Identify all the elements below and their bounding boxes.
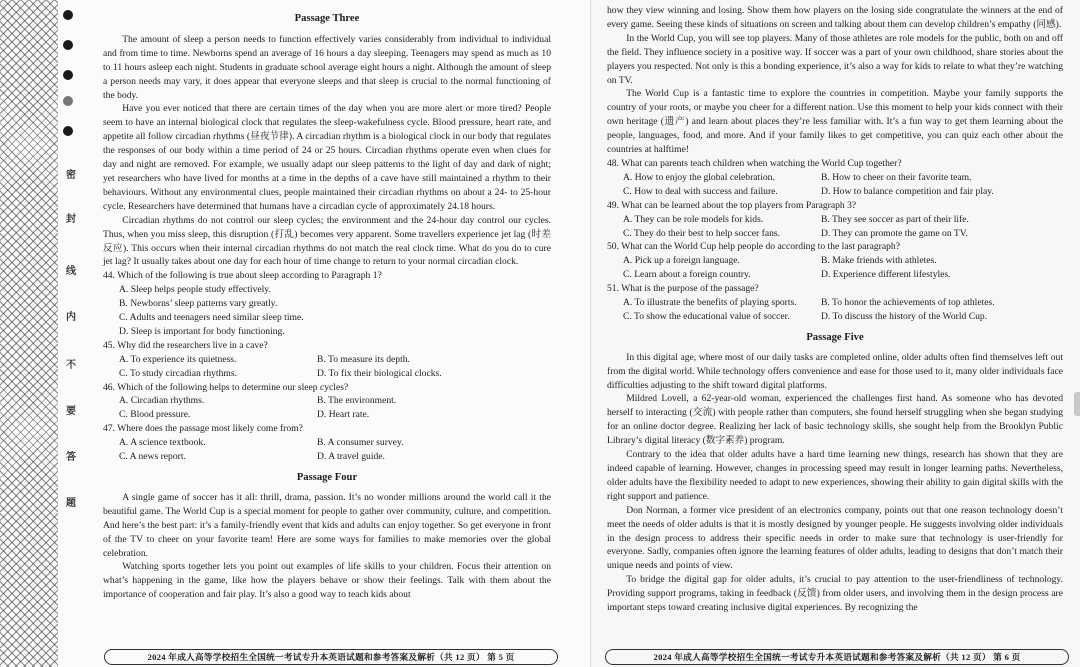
answer-option-row bbox=[103, 450, 551, 464]
answer-option: D. They can promote the game on TV. bbox=[821, 227, 968, 239]
answer-option: C. To show the educational value of soccer. bbox=[623, 310, 790, 322]
answer-option: D. Sleep is important for body functioning. bbox=[119, 325, 285, 337]
answer-option-row bbox=[103, 353, 551, 367]
passage-paragraph: A single game of soccer has it all: thrill, drama, passion. It’s no wonder millions around the world call it the beautiful game. The World Cup is a special moment for people to gather over community, culture, and competition. And here’s the best part: it’s a family-friendly event that kids and adults can enjoy together. So get everyone in front of the TV to cheer on your favorite team! Here are some ways for families to make memories over the global celebration. bbox=[103, 491, 551, 559]
question-stem: 50. What can the World Cup help people do according to the last paragraph? bbox=[607, 241, 900, 253]
answer-option: D. Heart rate. bbox=[317, 409, 370, 421]
question-stem: 46. Which of the following helps to determine our sleep cycles? bbox=[103, 381, 349, 393]
exam-page-right bbox=[590, 0, 1080, 667]
binding-margin-pattern bbox=[0, 0, 58, 667]
answer-option: A. Pick up a foreign language. bbox=[623, 255, 740, 267]
answer-option-row bbox=[607, 213, 1063, 227]
answer-option: A. They can be role models for kids. bbox=[623, 213, 764, 225]
seal-char: 密 bbox=[66, 170, 76, 181]
left-page-content bbox=[103, 12, 551, 602]
question-stem: 47. Where does the passage most likely come from? bbox=[103, 423, 303, 435]
question-stem: 45. Why did the researchers live in a cave? bbox=[103, 339, 268, 351]
question-stem: 49. What can be learned about the top players from Paragraph 3? bbox=[607, 199, 857, 211]
seal-char: 内 bbox=[66, 312, 76, 323]
seal-char: 线 bbox=[66, 266, 76, 277]
passage-four-title: Passage Four bbox=[296, 472, 358, 483]
answer-option: C. Adults and teenagers need similar sleep time. bbox=[119, 312, 304, 324]
passage-paragraph: Contrary to the idea that older adults have a hard time learning new things, research has shown that they are indeed capable of learning. However, changes in processing speed may result in longer learning paths. Nevertheless, older adults have the flexibility needed to adapt to new experiences, showing their ability to gain digital skills with the right support and patience. bbox=[607, 449, 1063, 502]
passage-paragraph: Don Norman, a former vice president of an electronics company, points out that one reason technology doesn’t meet the needs of older adults is that it is mostly designed by younger people. He suggests involving older individuals in the design process to address their specific needs in order to make sure that technology is user-friendly for everyone. Sadly, companies often ignore the learning features of older adults, leading to designs that don’t match their unique needs and points of view. bbox=[607, 504, 1063, 572]
passage-five-title: Passage Five bbox=[806, 331, 864, 343]
seal-char: 答 bbox=[66, 452, 76, 463]
answer-option: D. To fix their biological clocks. bbox=[317, 367, 442, 379]
answer-option: A. To experience its quietness. bbox=[119, 353, 237, 365]
answer-option-row bbox=[607, 254, 1063, 268]
answer-option: D. Experience different lifestyles. bbox=[821, 269, 951, 281]
answer-option: A. Sleep helps people study effectively. bbox=[119, 284, 271, 296]
answer-option: A. To illustrate the benefits of playing sports. bbox=[623, 297, 797, 309]
answer-option: A. How to enjoy the global celebration. bbox=[623, 171, 775, 183]
passage-paragraph: The amount of sleep a person needs to function effectively varies considerably from individual to individual and from time to time. Newborns spend an average of 16 hours a day sleeping. Teenagers may spend as much as 10 to 11 hours asleep each night. Students in graduate school average eight hours a night. Although the amount of sleep a person needs may vary, it does appear that everyone sleeps and that sleep is crucial to the normal functioning of the body. bbox=[103, 33, 551, 101]
passage-paragraph: Have you ever noticed that there are certain times of the day when you are more alert or more tired? People seem to have an internal biological clock that regulates the sleep-wakefulness cycle. Blood pressure, heart rate, and appetite all follow circadian rhythms (昼夜节律). A circadian rhythm is a biological clock in our body that regulates the responses of our body within a time period of 24 or 25 hours. Circadian rhythms operate even when clues for day and night are removed. For example, we usually adapt our sleep patterns to the light of day and dark of night; yet researchers who have lived for months at a time in the depths of a cave have still maintained a rhythm to their behaviours. Without any environmental clues, people maintained their circadian rhythms on about a 24- to 25-hour cycle. Researchers have determined that humans have a circadian cycle of approximately 24.18 hours. bbox=[103, 103, 551, 212]
answer-option: D. How to balance competition and fair play. bbox=[821, 185, 994, 197]
answer-option: A. Circadian rhythms. bbox=[119, 395, 205, 407]
passage-paragraph: In the World Cup, you will see top players. Many of those athletes are role models for the public, both on and off the field. They influence society in a positive way. If soccer was a part of your own childhood, share stories about the players you respected. Not only is this a bonding experience, it’s also a way for kids to relate to what they’re watching on TV. bbox=[607, 32, 1063, 86]
seal-line-notice bbox=[64, 0, 78, 667]
answer-option-row bbox=[103, 436, 551, 450]
passage-paragraph: The World Cup is a fantastic time to explore the countries in competition. Maybe your family supports the country of your roots, or maybe you cheer for a different nation. Use this moment to help your kids connect with their own heritage (遗产) and learn about places they’re less familiar with. It’s a fun way to get them learning about the people, languages, food, and more. And if your family likes to get competitive, you can quiz each other about the countries at halftime! bbox=[607, 88, 1063, 156]
passage-paragraph: Circadian rhythms do not control our sleep cycles; the environment and the 24-hour day control our cycles. Thus, when you miss sleep, this disruption (打乱) becomes very apparent. Some travellers experience jet lag (时差反应). This occurs when their internal circadian rhythms do not match the real clock time. What do you do to cure jet lag? It usually takes about one day for each hour of time change to return to your normal circadian clock. bbox=[103, 214, 551, 268]
page-footer: 2024 年成人高等学校招生全国统一考试专升本英语试题和参考答案及解析（共 12 页） 第 5 页 bbox=[104, 649, 558, 665]
question-stem: 44. Which of the following is true about sleep according to Paragraph 1? bbox=[103, 270, 382, 282]
right-page-content bbox=[607, 4, 1063, 615]
answer-option-row bbox=[607, 185, 1063, 199]
answer-option: C. To study circadian rhythms. bbox=[119, 367, 237, 379]
passage-paragraph: To bridge the digital gap for older adults, it’s crucial to pay attention to the user-friendliness of technology. Providing support programs, taking in feedback (反馈) from older users, and involving them in the design process are important steps toward creating inclusive digital experiences. By recognizing the bbox=[607, 574, 1063, 614]
answer-option: C. Blood pressure. bbox=[119, 409, 191, 421]
answer-option: B. Newborns’ sleep patterns vary greatly. bbox=[119, 298, 278, 310]
page-footer: 2024 年成人高等学校招生全国统一考试专升本英语试题和参考答案及解析（共 12 页） 第 6 页 bbox=[605, 649, 1069, 665]
answer-option-row bbox=[103, 367, 551, 381]
seal-char: 题 bbox=[66, 498, 76, 509]
seal-char: 要 bbox=[66, 406, 76, 417]
seal-char: 封 bbox=[66, 214, 76, 225]
answer-option-row bbox=[607, 227, 1063, 241]
answer-option: B. To honor the achievements of top athletes. bbox=[821, 297, 995, 309]
seal-char: 不 bbox=[66, 360, 76, 371]
answer-option: B. How to cheer on their favorite team. bbox=[821, 171, 972, 183]
answer-option: C. A news report. bbox=[119, 451, 186, 463]
answer-option: D. To discuss the history of the World Cup. bbox=[821, 310, 988, 322]
answer-option: C. They do their best to help soccer fans. bbox=[623, 227, 781, 239]
question-stem: 48. What can parents teach children when watching the World Cup together? bbox=[607, 157, 902, 169]
passage-three-title: Passage Three bbox=[294, 13, 360, 24]
answer-option-row bbox=[607, 171, 1063, 185]
answer-option-row bbox=[607, 268, 1063, 282]
passage-paragraph: Watching sports together lets you point out examples of life skills to your children. Focus their attention on what’s happening in the game, like how the players behave or show their feelings. Talk with them about the importance of cooperation and fair play. It’s also a good way to teach kids about bbox=[103, 561, 551, 601]
answer-option-row bbox=[607, 310, 1063, 324]
answer-option: B. They see soccer as part of their life. bbox=[821, 213, 969, 225]
answer-option-row bbox=[607, 296, 1063, 310]
answer-option: B. A consumer survey. bbox=[317, 437, 404, 449]
answer-option-row bbox=[103, 408, 551, 422]
answer-option: C. How to deal with success and failure. bbox=[623, 185, 778, 197]
answer-option: A. A science textbook. bbox=[119, 437, 206, 449]
answer-option: B. The environment. bbox=[317, 395, 397, 407]
question-stem: 51. What is the purpose of the passage? bbox=[607, 283, 759, 295]
passage-paragraph: In this digital age, where most of our daily tasks are completed online, older adults often find themselves left out from the digital world. While technology offers convenience and ease for those used to it, many older individuals face difficulties adjusting to the shift toward digital platforms. bbox=[607, 351, 1063, 391]
answer-option: D. A travel guide. bbox=[317, 451, 385, 463]
answer-option: C. Learn about a foreign country. bbox=[623, 269, 751, 281]
passage-paragraph: how they view winning and losing. Show them how players on the losing side congratulate the winners at the end of every game. Seeing these kinds of situations on screen and talking about them can develop children’s empathy (同感). bbox=[607, 5, 1063, 30]
scroll-tab[interactable] bbox=[1074, 392, 1080, 416]
answer-option: B. To measure its depth. bbox=[317, 353, 410, 365]
passage-paragraph: Mildred Lovell, a 62-year-old woman, experienced the challenges first hand. As someone who has devoted herself to interacting (交流) with people rather than computers, she found herself struggling when she began studying for an online doctor degree. Realizing her lack of basic technology skills, she sought help from the Brooklyn Public Library’s digital literacy (数字素养) program. bbox=[607, 393, 1063, 447]
answer-option: B. Make friends with athletes. bbox=[821, 255, 937, 267]
answer-option-row bbox=[103, 394, 551, 408]
